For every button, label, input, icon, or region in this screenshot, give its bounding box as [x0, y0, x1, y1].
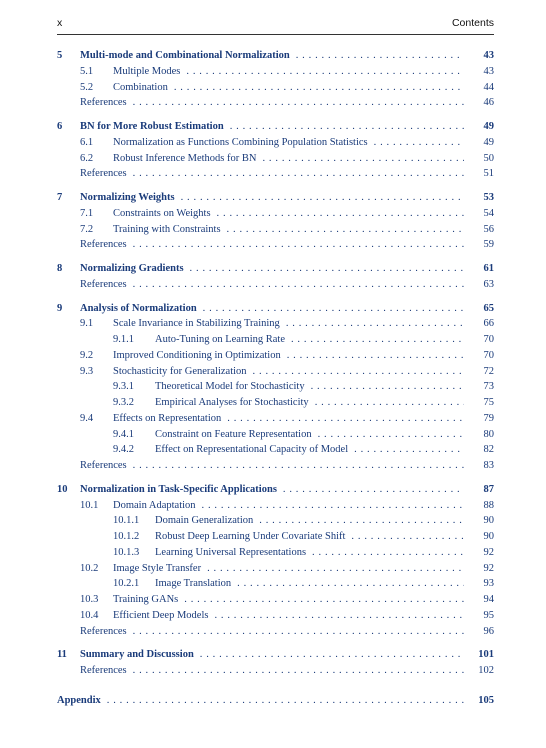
toc-entry-title: Combination [113, 80, 174, 96]
dot-leader [203, 301, 464, 317]
toc-references-entry[interactable] [57, 237, 494, 253]
toc-entry-number: 9.3 [80, 365, 94, 377]
toc-entry-number: 10.2 [80, 562, 99, 574]
toc-entry-label [80, 237, 464, 253]
dot-leader [133, 663, 464, 679]
toc-entry-number: 5.2 [80, 81, 94, 93]
toc-spacer [57, 111, 494, 119]
toc-section-entry[interactable] [57, 592, 494, 608]
page-number: x [57, 17, 63, 29]
toc-references-entry[interactable] [57, 277, 494, 293]
toc-entry-page: 63 [483, 278, 494, 290]
toc-entry-title: Efficient Deep Models [113, 608, 214, 624]
toc-entry-page: 61 [483, 263, 494, 274]
toc-entry-number: 9.4.2 [113, 444, 134, 456]
dot-leader [287, 348, 464, 364]
dot-leader [374, 135, 464, 151]
toc-entry-label [113, 561, 464, 577]
toc-entry-title: BN for More Robust Estimation [80, 119, 230, 135]
running-title: Contents [451, 17, 494, 29]
toc-section-entry[interactable] [57, 561, 494, 577]
toc-entry-label [57, 693, 464, 709]
toc-entry-title: Multiple Modes [113, 64, 186, 80]
toc-entry-label [155, 576, 464, 592]
toc-section-entry[interactable] [57, 222, 494, 238]
toc-entry-title: Image Style Transfer [113, 561, 207, 577]
toc-entry-page: 72 [483, 365, 494, 377]
toc-entry-number: 6 [57, 121, 63, 132]
toc-subsection-entry[interactable] [57, 442, 494, 458]
toc-entry-title: Auto-Tuning on Learning Rate [155, 332, 291, 348]
toc-chapter-entry[interactable] [57, 261, 494, 277]
toc-entry-label [80, 190, 464, 206]
toc-entry-number: 10.1.1 [113, 515, 140, 527]
toc-spacer [57, 182, 494, 190]
toc-spacer [57, 253, 494, 261]
toc-entry-title: Normalization in Task-Specific Applications [80, 482, 283, 498]
toc-entry-title: Theoretical Model for Stochasticity [155, 379, 311, 395]
toc-entry-title: Appendix [57, 693, 107, 709]
dot-leader [283, 482, 464, 498]
toc-entry-label [113, 80, 464, 96]
toc-subsection-entry[interactable] [57, 427, 494, 443]
toc-entry-page: 96 [483, 625, 494, 637]
toc-section-entry[interactable] [57, 411, 494, 427]
toc-entry-label [113, 364, 464, 380]
toc-entry-label [113, 222, 464, 238]
toc-entry-label [155, 427, 464, 443]
dot-leader [315, 395, 464, 411]
toc-entry-title: Image Translation [155, 576, 237, 592]
toc-references-entry[interactable] [57, 95, 494, 111]
toc-entry-label [80, 647, 464, 663]
toc-entry-page: 83 [483, 460, 494, 471]
toc-entry-page: 90 [483, 531, 494, 542]
toc-entry-page: 43 [483, 50, 494, 61]
toc-entry-page: 49 [483, 136, 494, 148]
toc-entry-page: 80 [483, 428, 494, 440]
dot-leader [133, 277, 464, 293]
toc-entry-label [80, 624, 464, 640]
toc-entry-page: 105 [478, 694, 494, 706]
toc-entry-page: 51 [483, 168, 494, 180]
toc-subsection-entry[interactable] [57, 332, 494, 348]
toc-entry-label [80, 48, 464, 64]
toc-spacer [57, 293, 494, 301]
toc-chapter-entry[interactable] [57, 482, 494, 498]
toc-entry-label [155, 332, 464, 348]
toc-entry-title: Robust Inference Methods for BN [113, 151, 262, 167]
toc-entry-label [155, 442, 464, 458]
dot-leader [296, 48, 464, 64]
toc-entry-label [113, 348, 464, 364]
dot-leader [133, 458, 464, 474]
toc-chapter-entry[interactable] [57, 647, 494, 663]
toc-entry-label [80, 119, 464, 135]
toc-entry-number: 6.2 [80, 152, 94, 164]
toc-entry-title: Constraint on Feature Representation [155, 427, 318, 443]
toc-entry-label [80, 458, 464, 474]
toc-entry-number: 9.4.1 [113, 428, 134, 440]
toc-entry-page: 70 [483, 334, 494, 345]
dot-leader [107, 693, 464, 709]
toc-section-entry[interactable] [57, 80, 494, 96]
dot-leader [190, 261, 464, 277]
toc-subsection-entry[interactable] [57, 513, 494, 529]
toc-appendix-entry[interactable] [57, 693, 494, 709]
dot-leader [318, 427, 464, 443]
toc-entry-label [113, 206, 464, 222]
toc-entry-title: Effects on Representation [113, 411, 227, 427]
dot-leader [227, 222, 464, 238]
toc-subsection-entry[interactable] [57, 379, 494, 395]
dot-leader [181, 190, 464, 206]
toc-entry-label [113, 151, 464, 167]
toc-entry-page: 56 [483, 223, 494, 235]
toc-entry-page: 46 [483, 97, 494, 109]
toc-spacer [57, 474, 494, 482]
toc-entry-title: Domain Generalization [155, 513, 259, 529]
toc-entry-page: 95 [483, 609, 494, 621]
toc-entry-label [113, 135, 464, 151]
toc-references-entry[interactable] [57, 663, 494, 679]
toc-entry-page: 70 [483, 349, 494, 361]
toc-entry-number: 8 [57, 263, 63, 274]
toc-entry-title: Robust Deep Learning Under Covariate Shift [155, 529, 351, 545]
toc-entry-title: Training with Constraints [113, 222, 227, 238]
toc-chapter-entry[interactable] [57, 301, 494, 317]
dot-leader [133, 166, 464, 182]
dot-leader [214, 608, 464, 624]
dot-leader [200, 647, 464, 663]
toc-entry-title: References [80, 166, 133, 182]
toc-entry-page: 50 [483, 152, 494, 164]
toc-chapter-entry[interactable] [57, 190, 494, 206]
toc-entry-title: Domain Adaptation [113, 498, 202, 514]
dot-leader [351, 529, 464, 545]
dot-leader [133, 95, 464, 111]
dot-leader [133, 624, 464, 640]
toc-entry-title: Normalizing Weights [80, 190, 181, 206]
toc-entry-number: 9.3.1 [113, 381, 134, 393]
toc-chapter-entry[interactable] [57, 119, 494, 135]
toc-references-entry[interactable] [57, 458, 494, 474]
toc-entry-number: 7.1 [80, 207, 94, 219]
toc-entry-page: 65 [483, 302, 494, 314]
toc-entry-title: References [80, 663, 133, 679]
toc-subsection-entry[interactable] [57, 545, 494, 561]
toc-entry-label [113, 316, 464, 332]
toc-entry-label [113, 608, 464, 624]
toc-entry-page: 94 [483, 594, 494, 605]
toc-entry-page: 66 [483, 318, 494, 330]
toc-entry-title: Effect on Representational Capacity of Model [155, 442, 354, 458]
toc-entry-page: 88 [483, 499, 494, 511]
toc-entry-page: 54 [483, 207, 494, 219]
toc-entry-number: 10.1.2 [113, 531, 140, 542]
toc-entry-number: 6.1 [80, 136, 94, 148]
toc-subsection-entry[interactable] [57, 576, 494, 592]
toc-entry-page: 92 [483, 546, 494, 558]
toc-entry-number: 9.4 [80, 412, 94, 424]
toc-entry-page: 87 [483, 483, 494, 495]
dot-leader [262, 151, 464, 167]
dot-leader [237, 576, 464, 592]
toc-entry-number: 5.1 [80, 65, 94, 77]
toc-entry-number: 5 [57, 50, 63, 61]
toc-entry-page: 92 [483, 562, 494, 574]
toc-entry-page: 102 [478, 665, 494, 676]
toc-entry-label [155, 513, 464, 529]
toc-entry-title: References [80, 458, 133, 474]
dot-leader [291, 332, 464, 348]
toc-spacer [57, 679, 494, 693]
toc-entry-title: Normalizing Gradients [80, 261, 190, 277]
dot-leader [259, 513, 464, 529]
toc-section-entry[interactable] [57, 316, 494, 332]
toc-entry-title: Learning Universal Representations [155, 545, 312, 561]
toc-entry-label [80, 261, 464, 277]
dot-leader [184, 592, 464, 608]
toc-entry-title: References [80, 95, 133, 111]
toc-entry-label [113, 498, 464, 514]
toc-entry-label [113, 411, 464, 427]
toc-subsection-entry[interactable] [57, 395, 494, 411]
toc-entry-title: Summary and Discussion [80, 647, 200, 663]
toc-entry-title: Improved Conditioning in Optimization [113, 348, 287, 364]
toc-entry-number: 7 [57, 192, 63, 203]
dot-leader [354, 442, 464, 458]
toc-entry-number: 9.3.2 [113, 397, 134, 408]
toc-entry-page: 59 [483, 239, 494, 251]
dot-leader [286, 316, 464, 332]
dot-leader [217, 206, 464, 222]
toc-section-entry[interactable] [57, 348, 494, 364]
toc-section-entry[interactable] [57, 608, 494, 624]
toc-entry-number: 9.2 [80, 349, 94, 361]
toc-entry-number: 10.1.3 [113, 546, 140, 558]
toc-entry-label [80, 482, 464, 498]
dot-leader [186, 64, 464, 80]
dot-leader [174, 80, 464, 96]
running-header [57, 17, 494, 35]
toc-entry-label [80, 277, 464, 293]
toc-references-entry[interactable] [57, 166, 494, 182]
toc-section-entry[interactable] [57, 135, 494, 151]
dot-leader [253, 364, 464, 380]
dot-leader [312, 545, 464, 561]
toc-entry-number: 9.1.1 [113, 334, 134, 345]
toc-entry-number: 11 [57, 649, 67, 661]
toc-entry-label [155, 545, 464, 561]
toc-section-entry[interactable] [57, 64, 494, 80]
toc-entry-label [155, 529, 464, 545]
toc-entry-page: 73 [483, 381, 494, 393]
toc-entry-title: Normalization as Functions Combining Population Statistics [113, 135, 374, 151]
toc-entry-page: 44 [483, 81, 494, 93]
toc-entry-number: 10.3 [80, 594, 99, 605]
toc-entry-page: 101 [478, 649, 494, 661]
toc-spacer [57, 639, 494, 647]
toc-entry-title: Stochasticity for Generalization [113, 364, 253, 380]
toc-entry-label [80, 95, 464, 111]
toc-entry-page: 75 [483, 397, 494, 408]
toc-entry-label [80, 301, 464, 317]
toc-entry-page: 82 [483, 444, 494, 456]
toc-entry-number: 9.1 [80, 318, 94, 330]
toc-chapter-entry[interactable] [57, 48, 494, 64]
toc-entry-title: Empirical Analyses for Stochasticity [155, 395, 315, 411]
toc-entry-title: Scale Invariance in Stabilizing Training [113, 316, 286, 332]
toc-entry-label [113, 64, 464, 80]
toc-entry-title: References [80, 277, 133, 293]
toc-entry-label [80, 663, 464, 679]
dot-leader [202, 498, 464, 514]
toc-entry-label [80, 166, 464, 182]
toc-entry-title: Analysis of Normalization [80, 301, 203, 317]
toc-entry-number: 10.4 [80, 609, 99, 621]
dot-leader [230, 119, 464, 135]
toc-references-entry[interactable] [57, 624, 494, 640]
toc-entry-title: Multi-mode and Combinational Normalization [80, 48, 296, 64]
toc-entry-title: References [80, 237, 133, 253]
toc-entry-page: 43 [483, 65, 494, 77]
dot-leader [227, 411, 464, 427]
dot-leader [133, 237, 464, 253]
toc-entry-title: References [80, 624, 133, 640]
dot-leader [207, 561, 464, 577]
toc-entry-number: 10.1 [80, 499, 99, 511]
toc-entry-label [155, 379, 464, 395]
toc-entry-title: Training GANs [113, 592, 184, 608]
toc-section-entry[interactable] [57, 151, 494, 167]
toc-entry-number: 7.2 [80, 223, 94, 235]
toc-entry-number: 9 [57, 302, 63, 314]
table-of-contents [57, 48, 494, 709]
toc-entry-page: 93 [483, 578, 494, 590]
toc-entry-label [155, 395, 464, 411]
toc-entry-label [113, 592, 464, 608]
toc-section-entry[interactable] [57, 498, 494, 514]
toc-section-entry[interactable] [57, 206, 494, 222]
dot-leader [311, 379, 464, 395]
toc-entry-number: 10.2.1 [113, 578, 140, 590]
toc-subsection-entry[interactable] [57, 529, 494, 545]
toc-entry-page: 79 [483, 412, 494, 424]
toc-section-entry[interactable] [57, 364, 494, 380]
toc-entry-title: Constraints on Weights [113, 206, 217, 222]
toc-entry-number: 10 [57, 483, 68, 495]
toc-entry-page: 90 [483, 515, 494, 527]
toc-entry-page: 53 [483, 192, 494, 203]
toc-entry-page: 49 [483, 121, 494, 132]
